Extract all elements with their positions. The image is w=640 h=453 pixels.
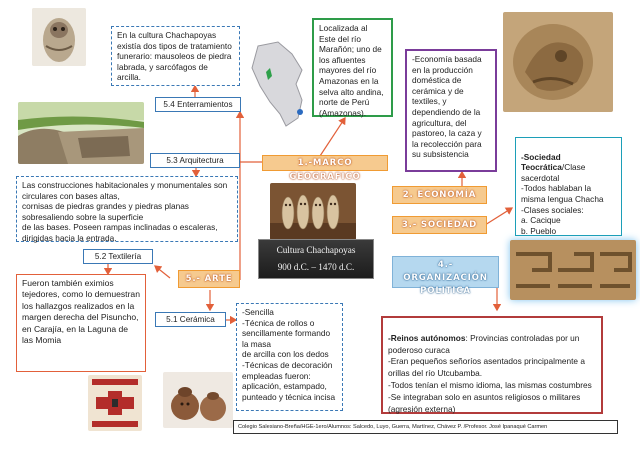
peru-map xyxy=(246,40,308,128)
politica-rest: : Provincias controladas por un poderoso curaca -Eran pequeños señoríos asentados principalmente a orillas del río Utcubamba. -Todos tenían el mismo idioma, las mismas costumbres -Se integraban solo en asuntos religiosos o militares (agresión externa) xyxy=(388,332,592,414)
ceramica-text: -Sencilla -Técnica de rollos o sencillamente formando la masa de arcilla con los dedos -Técnicas de decoración empleadas fueron: aplicación, estampado, punteado y técnica incisa xyxy=(236,303,343,411)
branch-sociedad: 3.- SOCIEDAD xyxy=(392,216,487,234)
textile-photo xyxy=(88,375,142,431)
branch-economia: 2. ECONOMÍA xyxy=(392,186,487,204)
arquitectura-text: Las construcciones habitacionales y monumentales son circulares con bases altas, cornisas de piedras grandes y piedras planas sobresaliendo sobre la superficie de las bases. Poseen rampas inclinadas o escaleras, dirigidas hacia la entrada. xyxy=(16,176,238,242)
branch-arte: 5.- ARTE xyxy=(178,270,240,288)
sociedad-text xyxy=(515,137,622,236)
textileria-text: Fueron también eximios tejedores, como lo demuestran los hallazgos realizados en la margen derecha del Pisuncho, en Carajía, en la Laguna de las Momia xyxy=(16,274,146,372)
arrow-arte-3 xyxy=(155,266,170,278)
politica-bold: -Reinos autónomos xyxy=(388,332,466,343)
branch-organizacion: 4.-ORGANIZACIÓN POLITICA xyxy=(392,256,499,288)
center-node xyxy=(258,239,374,279)
arquitectura-label: 5.3 Arquitectura xyxy=(150,153,240,168)
marco-text: Localizada al Este del río Marañón; uno de los afluentes mayores del río Amazonas en la selva alto andina, norte de Perú (Amazonas). xyxy=(312,18,393,117)
center-title: Cultura Chachapoyas xyxy=(276,245,356,255)
ceramica-label: 5.1 Cerámica xyxy=(155,312,226,327)
enterramientos-text: En la cultura Chachapoyas existía dos tipos de tratamiento funerario: mausoleos de piedra labrada, y sarcófagos de arcilla. xyxy=(111,26,240,86)
branch-marco: 1.-MARCO GEOGRAFICO xyxy=(262,155,388,171)
textileria-label: 5.2 Textilería xyxy=(83,249,153,264)
sociedad-bold: -Sociedad Teocrática xyxy=(521,151,562,173)
frieze-photo xyxy=(510,240,636,300)
arrow-marco xyxy=(320,118,345,156)
sarcophagi-photo xyxy=(270,183,356,240)
enterramientos-label: 5.4 Enterramientos xyxy=(155,97,241,112)
mummy-photo xyxy=(32,8,86,66)
arrow-sociedad xyxy=(485,208,512,225)
footer-credits: Colegio Salesiano-Breña/HGE-1ero/Alumnos: Salcedo, Luyo, Guerra, Martínez, Chávez P. /Profesor. José Ipanaqué Carmen xyxy=(233,420,618,434)
economia-text: -Economía basada en la producción doméstica de cerámica y de textiles, y dependiendo de la agricultura, del pastoreo, la caza y la recolección para su subsistencia xyxy=(405,49,497,172)
sociedad-rest: /Clase sacerdotal -Todos hablaban la misma lengua Chacha -Clases sociales: a. Cacique b. Pueblo xyxy=(521,162,604,236)
politica-text xyxy=(381,316,603,414)
stone-relief-photo xyxy=(503,12,613,112)
ceramics-photo xyxy=(163,372,233,428)
center-dates: 900 d.C. – 1470 d.C. xyxy=(277,262,355,272)
ruins-photo xyxy=(18,102,144,164)
